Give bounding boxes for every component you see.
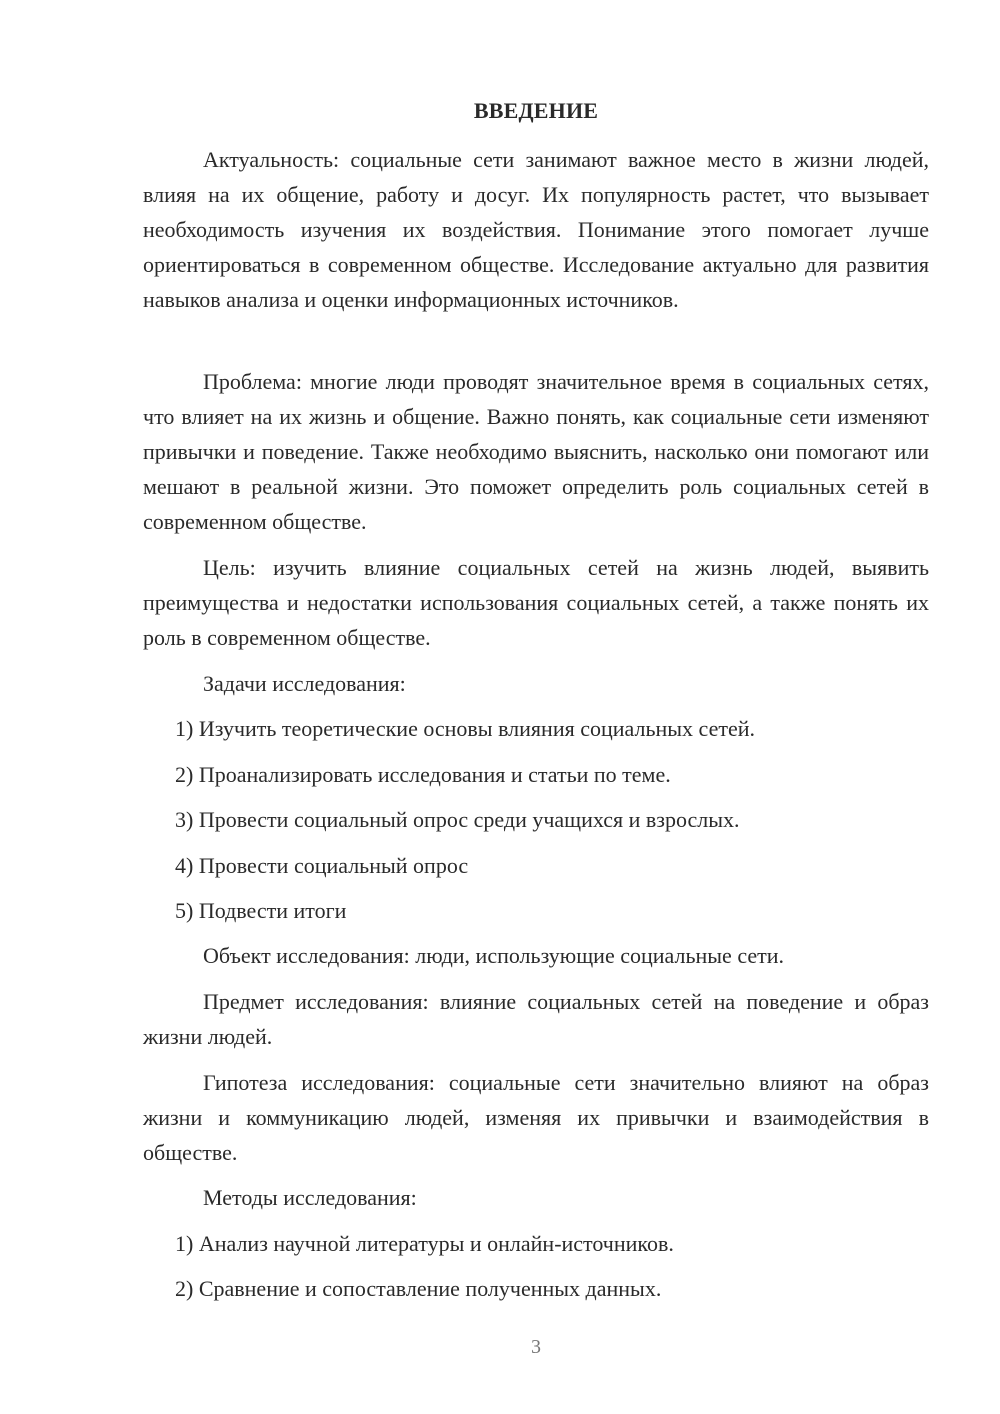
list-item: 2) Сравнение и сопоставление полученных данных.: [175, 1276, 662, 1301]
paragraph-hypothesis: Гипотеза исследования: социальные сети значительно влияют на образ жизни и коммуникацию людей, изменяя их привычки и взаимодействия в обществе.: [143, 1070, 929, 1165]
page-title: ВВЕДЕНИЕ: [473, 98, 599, 123]
methods-heading: Методы исследования:: [203, 1185, 417, 1210]
paragraph-problem: Проблема: многие люди проводят значительное время в социальных сетях, что влияет на их жизнь и общение. Важно понять, как социальные сети изменяют привычки и поведение. Также необходимо выяснить, насколько они помогают или мешают в реальной жизни. Это поможет определить роль социальных сетей в современном обществе.: [143, 369, 929, 534]
page-number: 3: [531, 1336, 541, 1358]
list-item: 5) Подвести итоги: [175, 898, 347, 923]
list-item: 3) Провести социальный опрос среди учащихся и взрослых.: [175, 807, 740, 832]
paragraph-relevance: Актуальность: социальные сети занимают важное место в жизни людей, влияя на их общение, работу и досуг. Их популярность растет, что вызывает необходимость изучения их воздействия. Понимание этого помогает лучше ориентироваться в современном обществе. Исследование актуально для развития навыков анализа и оценки информационных источников.: [143, 147, 929, 312]
document-page: [143, 0, 929, 1414]
list-item: 1) Анализ научной литературы и онлайн-источников.: [175, 1231, 674, 1256]
research-object: Объект исследования: люди, использующие социальные сети.: [203, 943, 785, 968]
paragraph-subject: Предмет исследования: влияние социальных сетей на поведение и образ жизни людей.: [143, 989, 929, 1049]
list-item: 4) Провести социальный опрос: [175, 853, 469, 878]
list-item: 2) Проанализировать исследования и статьи по теме.: [175, 762, 671, 787]
list-item: 1) Изучить теоретические основы влияния социальных сетей.: [175, 716, 756, 741]
paragraph-goal: Цель: изучить влияние социальных сетей на жизнь людей, выявить преимущества и недостатки использования социальных сетей, а также понять их роль в современном обществе.: [143, 555, 929, 650]
tasks-heading: Задачи исследования:: [203, 671, 406, 696]
